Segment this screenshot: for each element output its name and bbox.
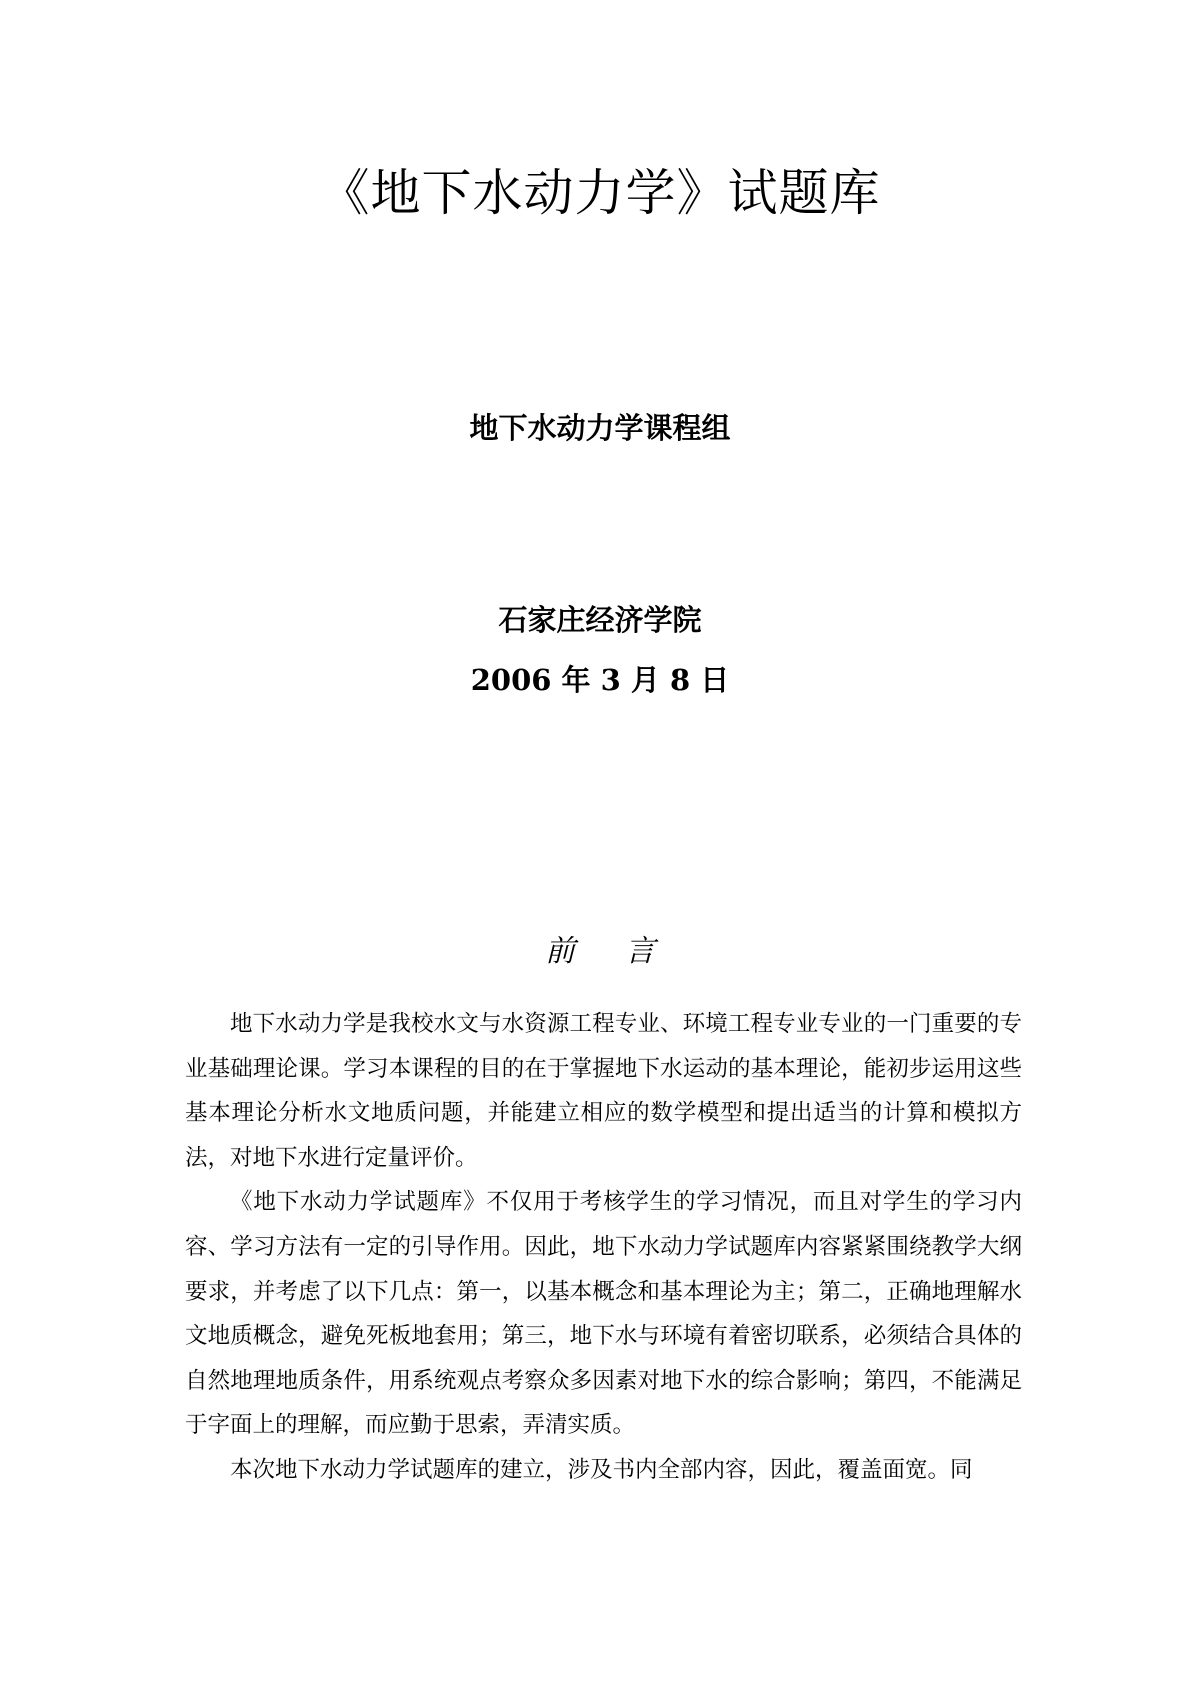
preface-paragraph: 《地下水动力学试题库》不仅用于考核学生的学习情况，而且对学生的学习内容、学习方法有一定的引导作用。因此，地下水动力学试题库内容紧紧围绕教学大纲要求，并考虑了以下几点：第一，以基本概念和基本理论为主；第二，正确地理解水文地质概念，避免死板地套用；第三，地下水与环境有着密切联系，必须结合具体的自然地理地质条件，用系统观点考察众多因素对地下水的综合影响；第四，不能满足于字面上的理解，而应勤于思索，弄清实质。 (185, 1189, 1022, 1439)
preface-heading: 前言 (545, 934, 705, 969)
course-group-name: 地下水动力学课程组 (469, 411, 731, 445)
document-title: 《地下水动力学》试题库 (319, 164, 881, 222)
document-date: 2006 年 3 月 8 日 (470, 663, 730, 697)
institution-name: 石家庄经济学院 (498, 603, 702, 637)
preface-paragraph: 本次地下水动力学试题库的建立，涉及书内全部内容，因此，覆盖面宽。同 (230, 1456, 973, 1483)
preface-paragraph: 地下水动力学是我校水文与水资源工程专业、环境工程专业专业的一门重要的专业基础理论课。学习本课程的目的在于掌握地下水运动的基本理论，能初步运用这些基本理论分析水文地质问题，并能建立相应的数学模型和提出适当的计算和模拟方法，对地下水进行定量评价。 (185, 1011, 1022, 1171)
preface-body (185, 1002, 1022, 1493)
